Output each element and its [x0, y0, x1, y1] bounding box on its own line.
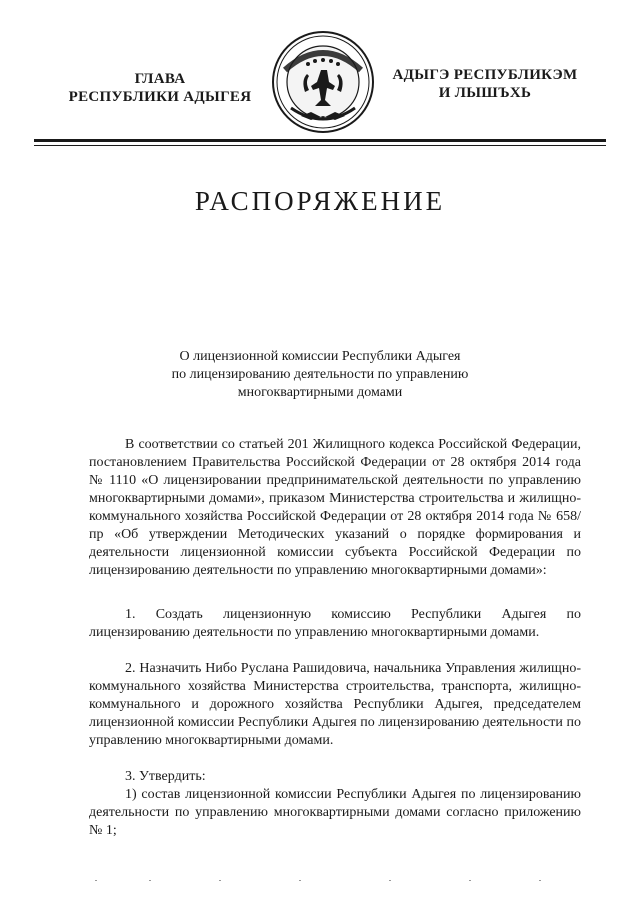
document-subject: [150, 348, 490, 402]
issuer-line-2: РЕСПУБЛИКИ АДЫГЕЯ: [68, 89, 252, 105]
subject-line: О лицензионной комиссии Республики Адыгея: [179, 349, 461, 364]
issuer-line-1: ГЛАВА: [134, 71, 186, 87]
issuer-line-adyghe-2: И ЛЫШЪХЬ: [438, 85, 532, 101]
order-item-2: [89, 660, 581, 750]
order-item-3-subitem-1-text: 1) состав лицензионной комиссии Республики Адыгея по лицензированию деятельности по управлению многоквартирными домами согласно приложению № 1;: [89, 787, 581, 838]
document-type-title: РАСПОРЯЖЕНИЕ: [194, 186, 446, 216]
order-item-3-text: 3. Утвердить:: [125, 769, 206, 784]
order-item-3: [89, 768, 581, 786]
scan-artifacts: [89, 880, 581, 881]
preamble-paragraph: [89, 436, 581, 580]
header-divider-thin: [34, 145, 606, 146]
subject-line: многоквартирными домами: [237, 385, 403, 400]
issuer-title-adyghe: [360, 66, 610, 102]
preamble-text: В соответствии со статьей 201 Жилищного кодекса Российской Федерации, постановлением Правительства Российской Федерации от 28 октября 2014 года № 1110 «О лицензировании предпринимательской деятельности по управлению многоквартирными домами», приказом Министерства строительства и жилищно-коммунального хозяйства Российской Федерации от 28 октября 2014 года № 658/пр «Об утверждении Методических указаний о порядке формирования и деятельности лицензионной комиссии субъекта Российской Федерации по лицензированию деятельности по управлению многоквартирными домами»:: [89, 437, 581, 578]
order-item-1: [89, 606, 581, 642]
issuer-title-russian: [40, 70, 280, 106]
order-item-1-text: 1. Создать лицензионную комиссию Республики Адыгея по лицензированию деятельности по управлению многоквартирными домами.: [89, 607, 581, 640]
header-divider-thick: [34, 139, 606, 142]
order-item-2-text: 2. Назначить Нибо Руслана Рашидовича, начальника Управления жилищно-коммунального хозяйства Министерства строительства, транспорта, жилищно-коммунального и дорожного хозяйства Республики Адыгея, председателем лицензионной комиссии Республики Адыгея по лицензированию деятельности по управлению многоквартирными домами.: [89, 661, 581, 748]
subject-line: по лицензированию деятельности по управлению: [171, 367, 469, 382]
order-item-3-subitem-1: [89, 786, 581, 840]
issuer-line-adyghe-1: АДЫГЭ РЕСПУБЛИКЭМ: [392, 67, 578, 83]
